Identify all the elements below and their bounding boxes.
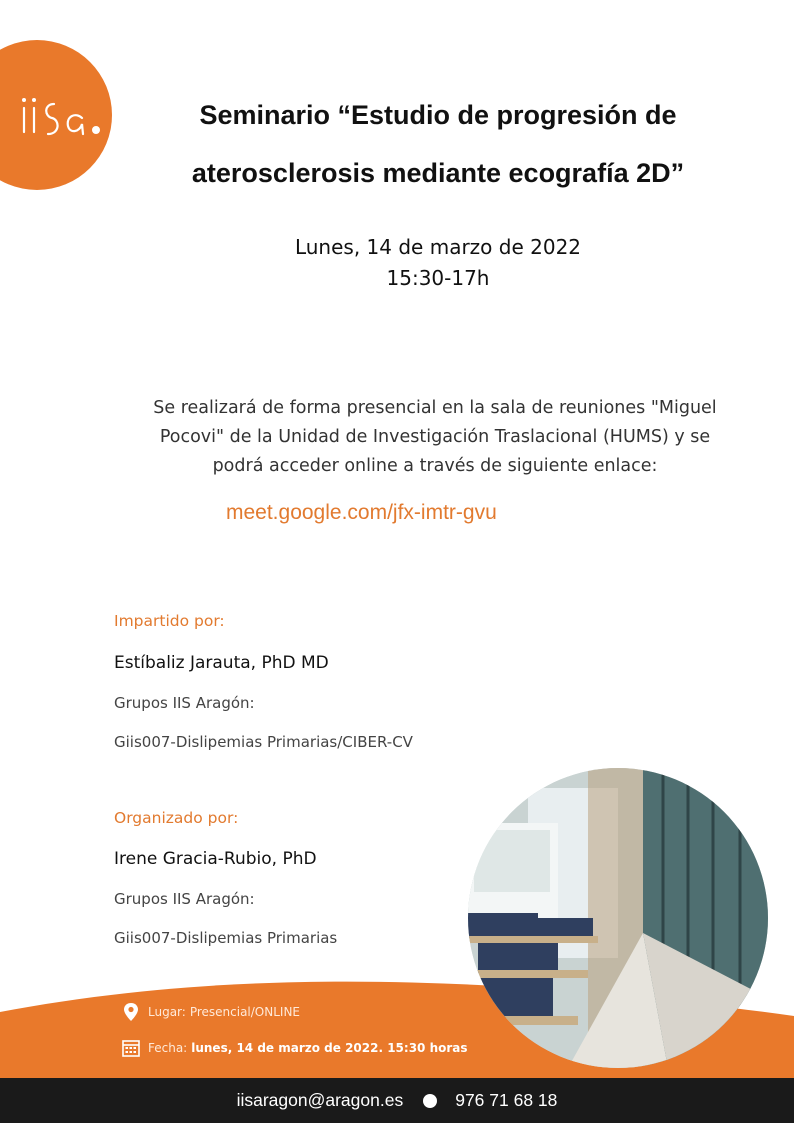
date-label: Fecha:	[148, 1041, 188, 1055]
iisa-logo	[20, 88, 110, 138]
separator-dot-icon	[423, 1094, 437, 1108]
organizer-group-label: Grupos IIS Aragón:	[114, 890, 255, 908]
title-line-2: aterosclerosis mediante ecografía 2D”	[191, 158, 685, 188]
calendar-icon	[122, 1038, 140, 1058]
event-time: 15:30-17h	[386, 266, 490, 290]
event-description	[110, 394, 760, 481]
place-label: Lugar:	[148, 1005, 186, 1019]
footer-bar	[0, 1078, 794, 1123]
speaker-group-label: Grupos IIS Aragón:	[114, 694, 255, 712]
speaker-group: Giis007-Dislipemias Primarias/CIBER-CV	[114, 733, 413, 751]
event-date	[120, 232, 756, 294]
speaker-label: Impartido por:	[114, 612, 225, 630]
organizer-label: Organizado por:	[114, 809, 239, 827]
description-line-2: Pocovi" de la Unidad de Investigación Traslacional (HUMS) y se	[159, 427, 711, 447]
classroom-photo	[468, 768, 768, 1068]
description-line-1: Se realizará de forma presencial en la sala de reuniones "Miguel	[153, 398, 717, 418]
event-day: Lunes, 14 de marzo de 2022	[294, 235, 582, 259]
location-pin-icon	[122, 1002, 140, 1022]
meet-link[interactable]: meet.google.com/jfx-imtr-gvu	[226, 501, 497, 524]
seminar-title	[120, 86, 756, 202]
footer-email[interactable]: iisaragon@aragon.es	[236, 1090, 404, 1110]
place-row	[122, 1002, 300, 1022]
organizer-group: Giis007-Dislipemias Primarias	[114, 929, 338, 947]
speaker-name: Estíbaliz Jarauta, PhD MD	[114, 653, 329, 673]
footer-phone[interactable]: 976 71 68 18	[455, 1090, 558, 1110]
description-line-3: podrá acceder online a través de siguiente enlace:	[212, 456, 658, 476]
date-row	[122, 1038, 468, 1058]
place-value: Presencial/ONLINE	[189, 1005, 301, 1019]
date-value: lunes, 14 de marzo de 2022. 15:30 horas	[191, 1041, 468, 1055]
title-line-1: Seminario “Estudio de progresión de	[199, 100, 677, 130]
organizer-name: Irene Gracia-Rubio, PhD	[114, 849, 317, 869]
